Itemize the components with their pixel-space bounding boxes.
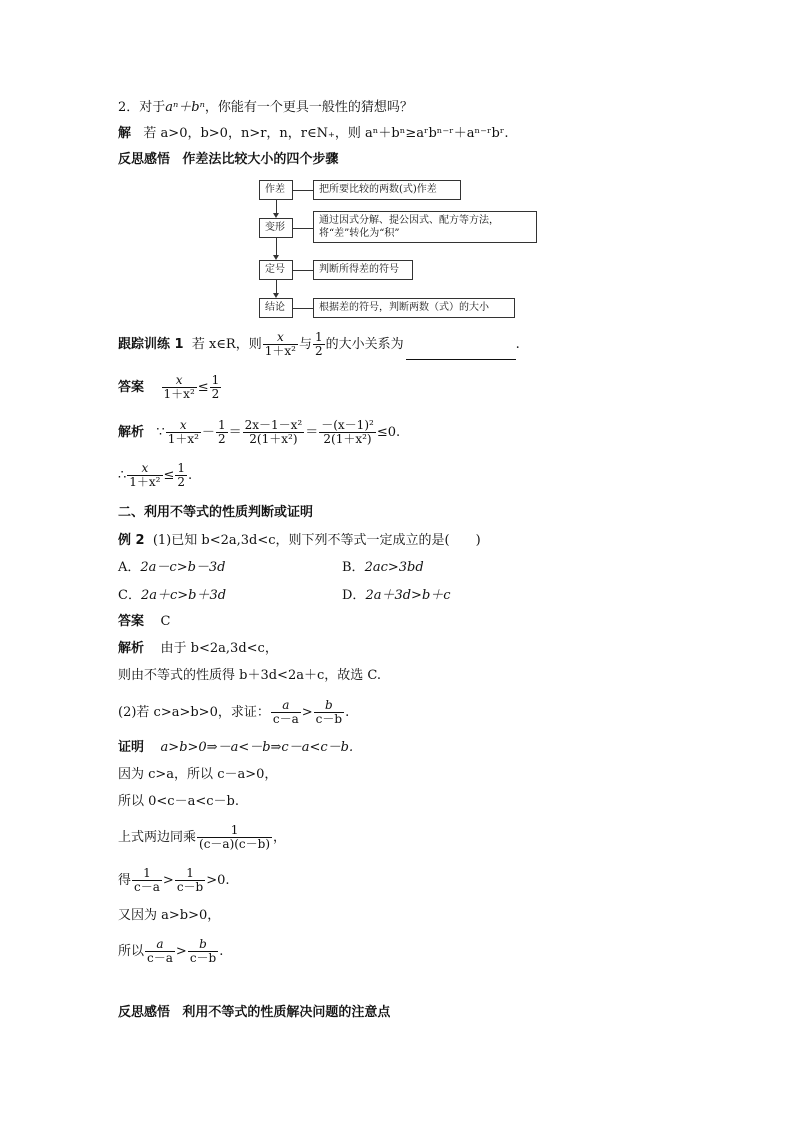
- flow-connector: [293, 308, 313, 309]
- proof-line-1: 证明 a>b>0⇒－a<－b⇒c－a<c－b.: [118, 740, 354, 755]
- option-b: B．2ac>3bd: [342, 560, 424, 575]
- example-2-part-2: (2)若 c>a>b>0，求证： $\frac{a}{c-a}$ > $\frac{b}{c-b}$ .: [118, 698, 350, 726]
- proof-line-6: 又因为 a>b>0，: [118, 908, 221, 923]
- practice-1-answer: 答案 $\frac{x}{\text{1＋x²}}$ ≤ $\frac{1}{2}$: [118, 373, 220, 401]
- flow-connector: [293, 228, 313, 229]
- proof-line-2: 因为 c>a，所以 c－a>0，: [118, 767, 278, 782]
- flow-step-4: 结论: [259, 298, 293, 318]
- option-a: A．2a－c>b－3d: [118, 560, 226, 575]
- fraction: $\frac{\text{2x－1－x²}}{\text{2(1＋x²)}}$: [244, 418, 303, 446]
- flow-desc-4: 根据差的符号，判断两数（式）的大小: [313, 298, 515, 318]
- practice-1: 跟踪训练 1 若 x∈R，则 $\frac{x}{\text{1＋x²}}$ 与 $\frac{1}{2}$ 的大小关系为 .: [118, 330, 520, 358]
- flow-step-3: 定号: [259, 260, 293, 280]
- flow-connector: [293, 270, 313, 271]
- option-d: D．2a＋3d>b＋c: [342, 588, 451, 603]
- reflection-2: 反思感悟 利用不等式的性质解决问题的注意点: [118, 1005, 391, 1020]
- fraction: $\frac{1}{c-b}$: [176, 866, 204, 894]
- answer-blank: [406, 347, 516, 360]
- fraction: $\frac{x}{\text{1＋x²}}$: [167, 418, 199, 446]
- question-2: 2．对于aⁿ＋bⁿ，你能有一个更具一般性的猜想吗？: [118, 100, 413, 115]
- flow-desc-1: 把所要比较的两数(式)作差: [313, 180, 461, 200]
- flow-desc-3: 判断所得差的符号: [313, 260, 413, 280]
- proof-line-7: 所以 $\frac{a}{c-a}$ > $\frac{b}{c-b}$ .: [118, 937, 224, 965]
- fraction: $\frac{b}{c-b}$: [189, 937, 217, 965]
- practice-1-conclusion: ∴ $\frac{x}{\text{1＋x²}}$ ≤ $\frac{1}{2}$ .: [118, 461, 193, 489]
- fraction: $\frac{1}{2}$: [211, 373, 220, 401]
- fraction: $\frac{x}{\text{1＋x²}}$: [264, 330, 296, 358]
- example-2-answer: 答案 C: [118, 614, 171, 629]
- flow-step-1: 作差: [259, 180, 293, 200]
- proof-line-4: 上式两边同乘 $\frac{1}{(c-a)(c-b)}$ ，: [118, 823, 287, 851]
- flow-desc-2: 通过因式分解、提公因式、配方等方法，将“差”转化为“积”: [313, 211, 537, 243]
- flow-connector: [293, 190, 313, 191]
- example-2-analysis-line2: 则由不等式的性质得 b＋3d<2a＋c，故选 C.: [118, 668, 381, 683]
- proof-line-3: 所以 0<c－a<c－b.: [118, 794, 239, 809]
- fraction: $\frac{x}{\text{1＋x²}}$: [163, 373, 195, 401]
- section-2-title: 二、利用不等式的性质判断或证明: [118, 505, 314, 520]
- fraction: $\frac{x}{\text{1＋x²}}$: [129, 461, 161, 489]
- flow-step-2: 变形: [259, 218, 293, 238]
- fraction: $\frac{1}{2}$: [217, 418, 226, 446]
- fraction: $\frac{b}{c-b}$: [315, 698, 343, 726]
- fraction: $\frac{1}{c-a}$: [134, 866, 160, 894]
- option-c: C．2a＋c>b＋3d: [118, 588, 227, 603]
- fraction: $\frac{1}{(c-a)(c-b)}$: [199, 823, 271, 851]
- fraction: $\frac{1}{2}$: [177, 461, 186, 489]
- fraction: $\frac{a}{c-a}$: [147, 937, 173, 965]
- practice-1-analysis: 解析 ∵ $\frac{x}{\text{1＋x²}}$ － $\frac{1}{2}$ ＝ $\frac{\text{2x－1－x²}}{\text{2(1＋x²)}}$ ＝ $\frac{\text{－(x－1)²}}{\text{2(1＋x²)}}$ ≤0.: [118, 418, 401, 446]
- proof-line-5: 得 $\frac{1}{c-a}$ > $\frac{1}{c-b}$ >0.: [118, 866, 230, 894]
- fraction: $\frac{\text{－(x－1)²}}{\text{2(1＋x²)}}$: [321, 418, 374, 446]
- fraction: $\frac{a}{c-a}$: [272, 698, 299, 726]
- reflection-1: 反思感悟 作差法比较大小的四个步骤: [118, 152, 339, 167]
- question-2-answer: 解 若 a>0，b>0，n>r，n，r∈N₊，则 aⁿ＋bⁿ≥aʳbⁿ⁻ʳ＋aⁿ⁻ʳbʳ.: [118, 126, 509, 141]
- fraction: $\frac{1}{2}$: [314, 330, 323, 358]
- example-2-analysis: 解析 由于 b<2a,3d<c，: [118, 641, 278, 656]
- example-2: 例 2 (1)已知 b<2a,3d<c，则下列不等式一定成立的是( ): [118, 533, 481, 548]
